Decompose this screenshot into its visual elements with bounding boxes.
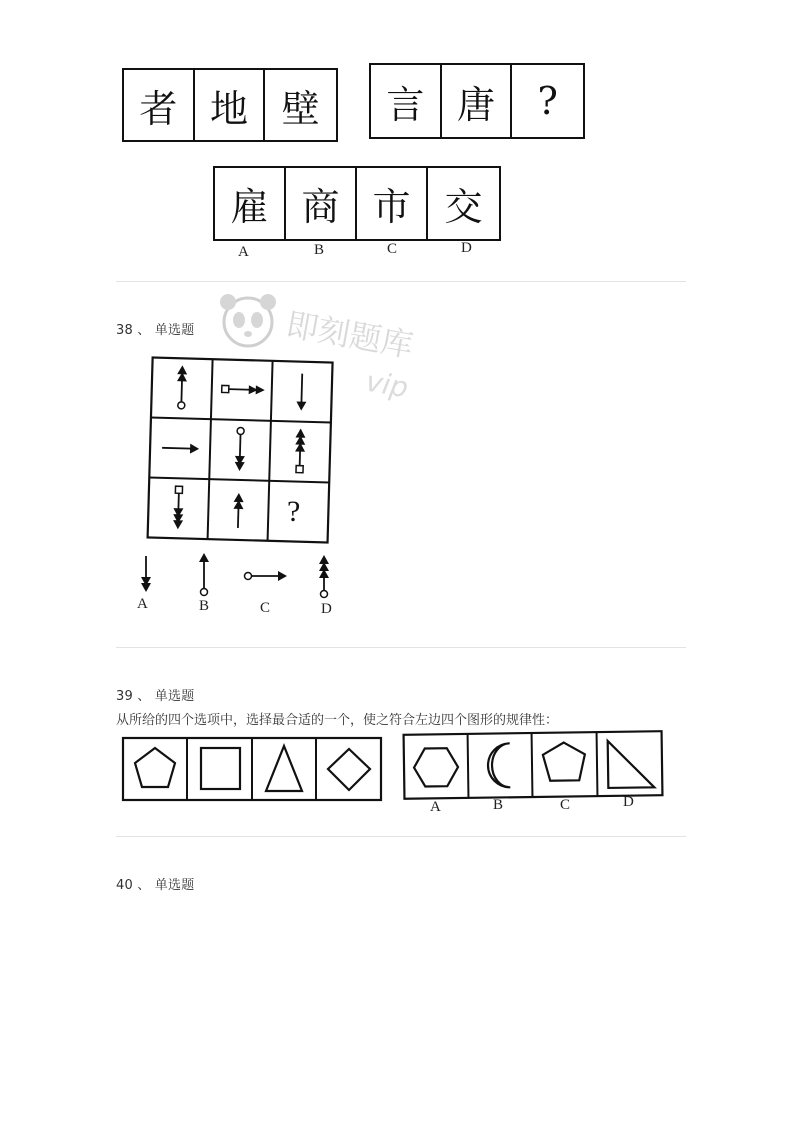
q37-option-char-b[interactable]: 商	[286, 168, 357, 239]
q38-option-label-c[interactable]: C	[260, 600, 271, 616]
q40-header: 40 、 单选题	[116, 878, 195, 893]
q37-option-label-a[interactable]: A	[238, 244, 249, 260]
q37-question-mark: ?	[537, 79, 558, 123]
q39-option-label-a[interactable]: A	[430, 799, 441, 815]
q38-options	[134, 552, 334, 612]
q38-option-label-a[interactable]: A	[137, 596, 148, 612]
q38-option-b-arrow[interactable]	[199, 553, 209, 596]
pentagon-icon[interactable]	[543, 742, 586, 781]
triangle-icon	[266, 746, 302, 791]
q39-instruction: 从所给的四个选项中，选择最合适的一个，使之符合左边四个图形的规律性：	[116, 713, 559, 728]
q39-option-label-b[interactable]: B	[493, 797, 504, 813]
q39-option-label-d[interactable]: D	[623, 794, 634, 810]
square-icon	[201, 748, 240, 789]
watermark-suffix: vip	[363, 364, 411, 405]
q37-option-char-a[interactable]: 雇	[215, 168, 286, 239]
divider	[116, 281, 686, 282]
q38-option-label-d[interactable]: D	[321, 601, 332, 617]
q37-stem-char: 者	[124, 70, 195, 140]
divider	[116, 647, 686, 648]
q38-option-d-arrow[interactable]	[319, 555, 329, 598]
q39-header: 39 、 单选题	[116, 689, 195, 704]
q37-option-label-c[interactable]: C	[387, 241, 398, 257]
q38-cell-r3c2	[233, 493, 244, 528]
q38-cell-r1c2	[222, 384, 265, 394]
right-triangle-icon[interactable]	[608, 740, 655, 788]
q37-target-char: 言	[371, 65, 442, 137]
pentagon-icon	[135, 748, 175, 787]
q38-cell-r1c3	[296, 374, 307, 411]
q38-option-label-b[interactable]: B	[199, 598, 210, 614]
divider	[116, 836, 686, 837]
q37-option-row	[213, 166, 501, 241]
q39-option-figures	[402, 729, 666, 799]
q38-option-c-arrow[interactable]	[245, 571, 288, 581]
q38-cell-r2c2	[234, 427, 245, 471]
diamond-icon	[328, 749, 370, 790]
q37-stem-char: 地	[195, 70, 266, 140]
q37-option-char-c[interactable]: 市	[357, 168, 428, 239]
watermark-text: 即刻题库	[283, 305, 416, 365]
q38-cell-r1c1	[176, 365, 187, 409]
q37-option-char-d[interactable]: 交	[444, 185, 483, 229]
q38-cell-r3c1	[173, 486, 184, 529]
q38-cell-r2c1	[162, 443, 199, 454]
q37-target-row	[369, 63, 585, 139]
q38-cell-r2c3	[294, 429, 305, 473]
q37-stem-row	[122, 68, 338, 142]
panda-icon	[214, 290, 284, 350]
q38-header: 38 、 单选题	[116, 323, 195, 338]
q38-option-a-arrow[interactable]	[141, 556, 151, 592]
q37-option-label-d[interactable]: D	[461, 240, 472, 256]
q38-question-mark: ?	[287, 495, 301, 528]
crescent-icon[interactable]	[488, 743, 511, 787]
q39-stem-figures	[122, 737, 386, 803]
q37-option-label-b[interactable]: B	[314, 242, 325, 258]
q37-stem-char: 壁	[281, 86, 320, 131]
hexagon-icon[interactable]	[414, 748, 459, 787]
q37-target-char: 唐	[442, 65, 513, 137]
q38-figure-grid	[146, 358, 336, 548]
q39-option-label-c[interactable]: C	[560, 797, 571, 813]
